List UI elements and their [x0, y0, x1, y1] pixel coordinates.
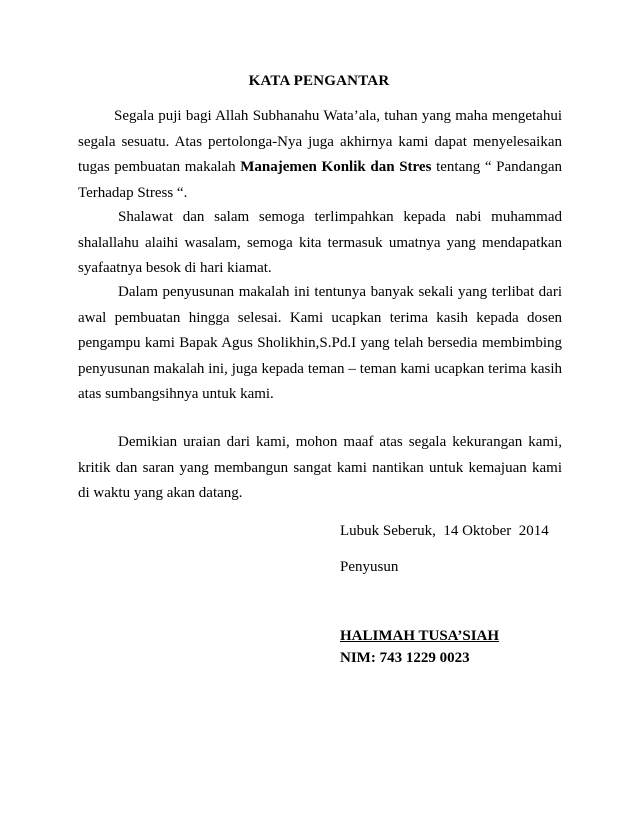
- author-name: HALIMAH TUSA’SIAH: [340, 628, 500, 644]
- paragraph-closing: Demikian uraian dari kami, mohon maaf atas segala kekurangan kami, kritik dan saran yang membangun sangat kami nantikan untuk kemajuan kami di waktu yang akan datang.: [78, 434, 562, 501]
- author-nim: NIM: 743 1229 0023: [340, 650, 470, 666]
- place-date: Lubuk Seberuk, 14 Oktober 2014: [340, 523, 549, 539]
- paragraph-opening-text: Segala puji bagi Allah Subhanahu Wata’ala, tuhan yang maha mengetahui segala sesuatu. Atas pertolonga-Nya juga akhirnya kami dapat menyelesaikan tugas pembuatan makalah: [78, 108, 562, 175]
- paragraph-opening: [78, 104, 562, 206]
- course-name: Manajemen Konlik dan Stres: [240, 159, 432, 175]
- document-title: KATA PENGANTAR: [248, 73, 390, 89]
- author-role: Penyusun: [340, 559, 399, 575]
- paragraph-acknowledgement: Dalam penyusunan makalah ini tentunya banyak sekali yang terlibat dari awal pembuatan hingga selesai. Kami ucapkan terima kasih kepada dosen pengampu kami Bapak Agus Sholikhin,S.Pd.I yang telah bersedia membimbing penyusunan makalah ini, juga kepada teman – teman kami ucapkan terima kasih atas sumbangsihnya untuk kami.: [78, 284, 562, 402]
- paragraph-shalawat: Shalawat dan salam semoga terlimpahkan kepada nabi muhammad shalallahu alaihi wasalam, semoga kita termasuk umatnya yang mendapatkan syafaatnya besok di hari kiamat.: [78, 209, 562, 276]
- paragraph-opening-tail: tentang “ Pandangan Terhadap Stress “.: [78, 159, 562, 201]
